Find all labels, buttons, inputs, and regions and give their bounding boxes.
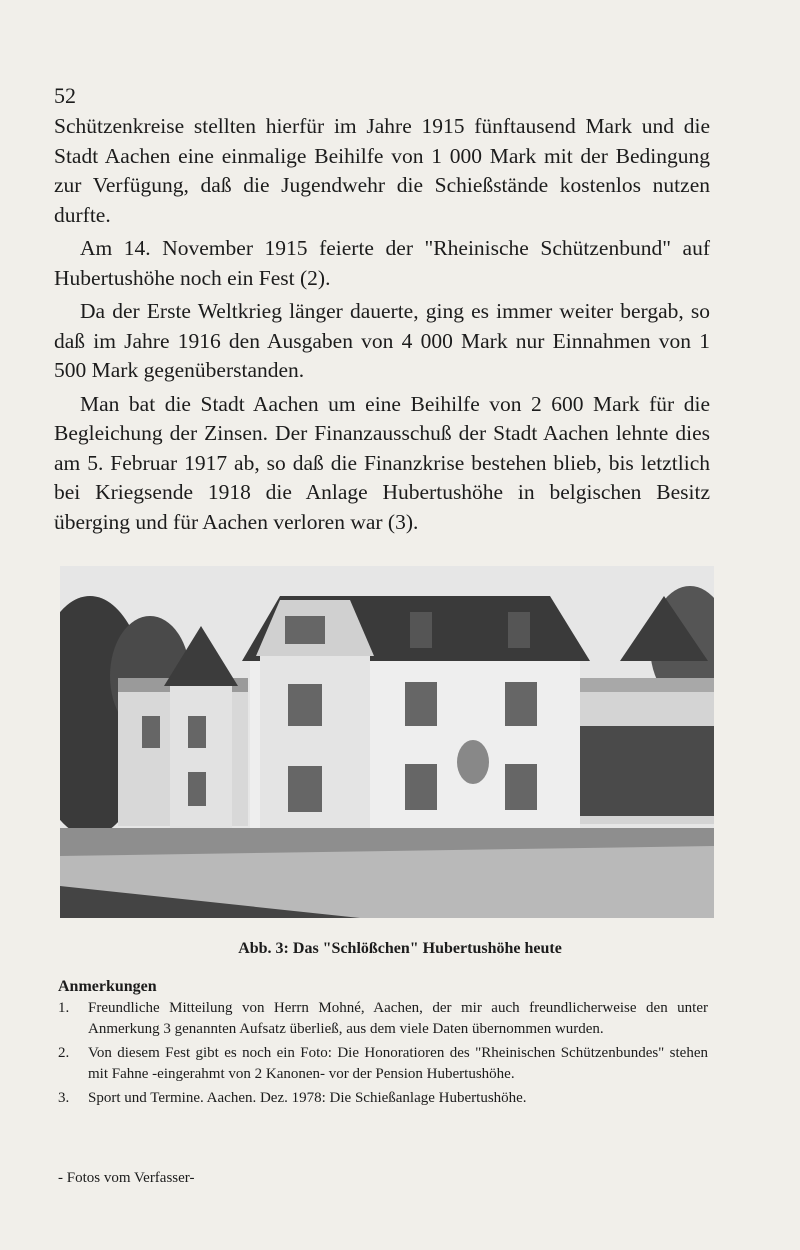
paragraph: Da der Erste Weltkrieg länger dauerte, ging es immer weiter bergab, so daß im Jahre 1916 den Ausgaben von 4 000 Mark nur Einnahmen von 1 500 Mark gegenüberstanden. (54, 299, 710, 382)
paragraph: Am 14. November 1915 feierte der "Rheinische Schützenbund" auf Hubertushöhe noch ein Fest (2). (54, 236, 710, 290)
note-number: 2. (58, 1045, 70, 1061)
paragraph: Man bat die Stadt Aachen um eine Beihilfe von 2 600 Mark für die Begleichung der Zinsen. Der Finanzausschuß der Stadt Aachen lehnte dies am 5. Februar 1917 ab, so daß die Finanzkrise bestehen blieb, bis letztlich bei Kriegsende 1918 die Anlage Hubertushöhe in belgischen Besitz überging und für Aachen verloren war (3). (54, 391, 710, 534)
notes-heading: Anmerkungen (58, 978, 157, 995)
note-text: Sport und Termine. Aachen. Dez. 1978: Die Schießanlage Hubertushöhe. (88, 1090, 527, 1106)
note-text: Von diesem Fest gibt es noch ein Foto: Die Honoratioren des "Rheinischen Schützenbundes" stehen mit Fahne -eingerahmt von 2 Kanonen- vor der Pension Hubertushöhe. (88, 1045, 708, 1082)
notes-list (58, 998, 708, 1112)
note-item (58, 1088, 708, 1109)
paragraph: Schützenkreise stellten hierfür im Jahre 1915 fünftausend Mark und die Stadt Aachen eine einmalige Beihilfe von 1 000 Mark mit der Bedingung zur Verfügung, daß die Jugendwehr die Schießstände kostenlos nutzen durfte. (54, 114, 710, 227)
building-photo (60, 566, 714, 918)
figure-caption: Abb. 3: Das "Schlößchen" Hubertushöhe heute (238, 940, 562, 957)
note-item (58, 998, 708, 1040)
note-item (58, 1043, 708, 1085)
note-number: 1. (58, 1000, 70, 1016)
note-number: 3. (58, 1090, 70, 1106)
note-text: Freundliche Mitteilung von Herrn Mohné, Aachen, der mir auch freundlicherweise den unter Anmerkung 3 genannten Aufsatz überließ, aus dem viele Daten übernommen wurden. (88, 1000, 708, 1037)
body-text (54, 112, 710, 541)
page-number: 52 (54, 83, 76, 108)
photo-credit: - Fotos vom Verfasser- (58, 1170, 195, 1186)
